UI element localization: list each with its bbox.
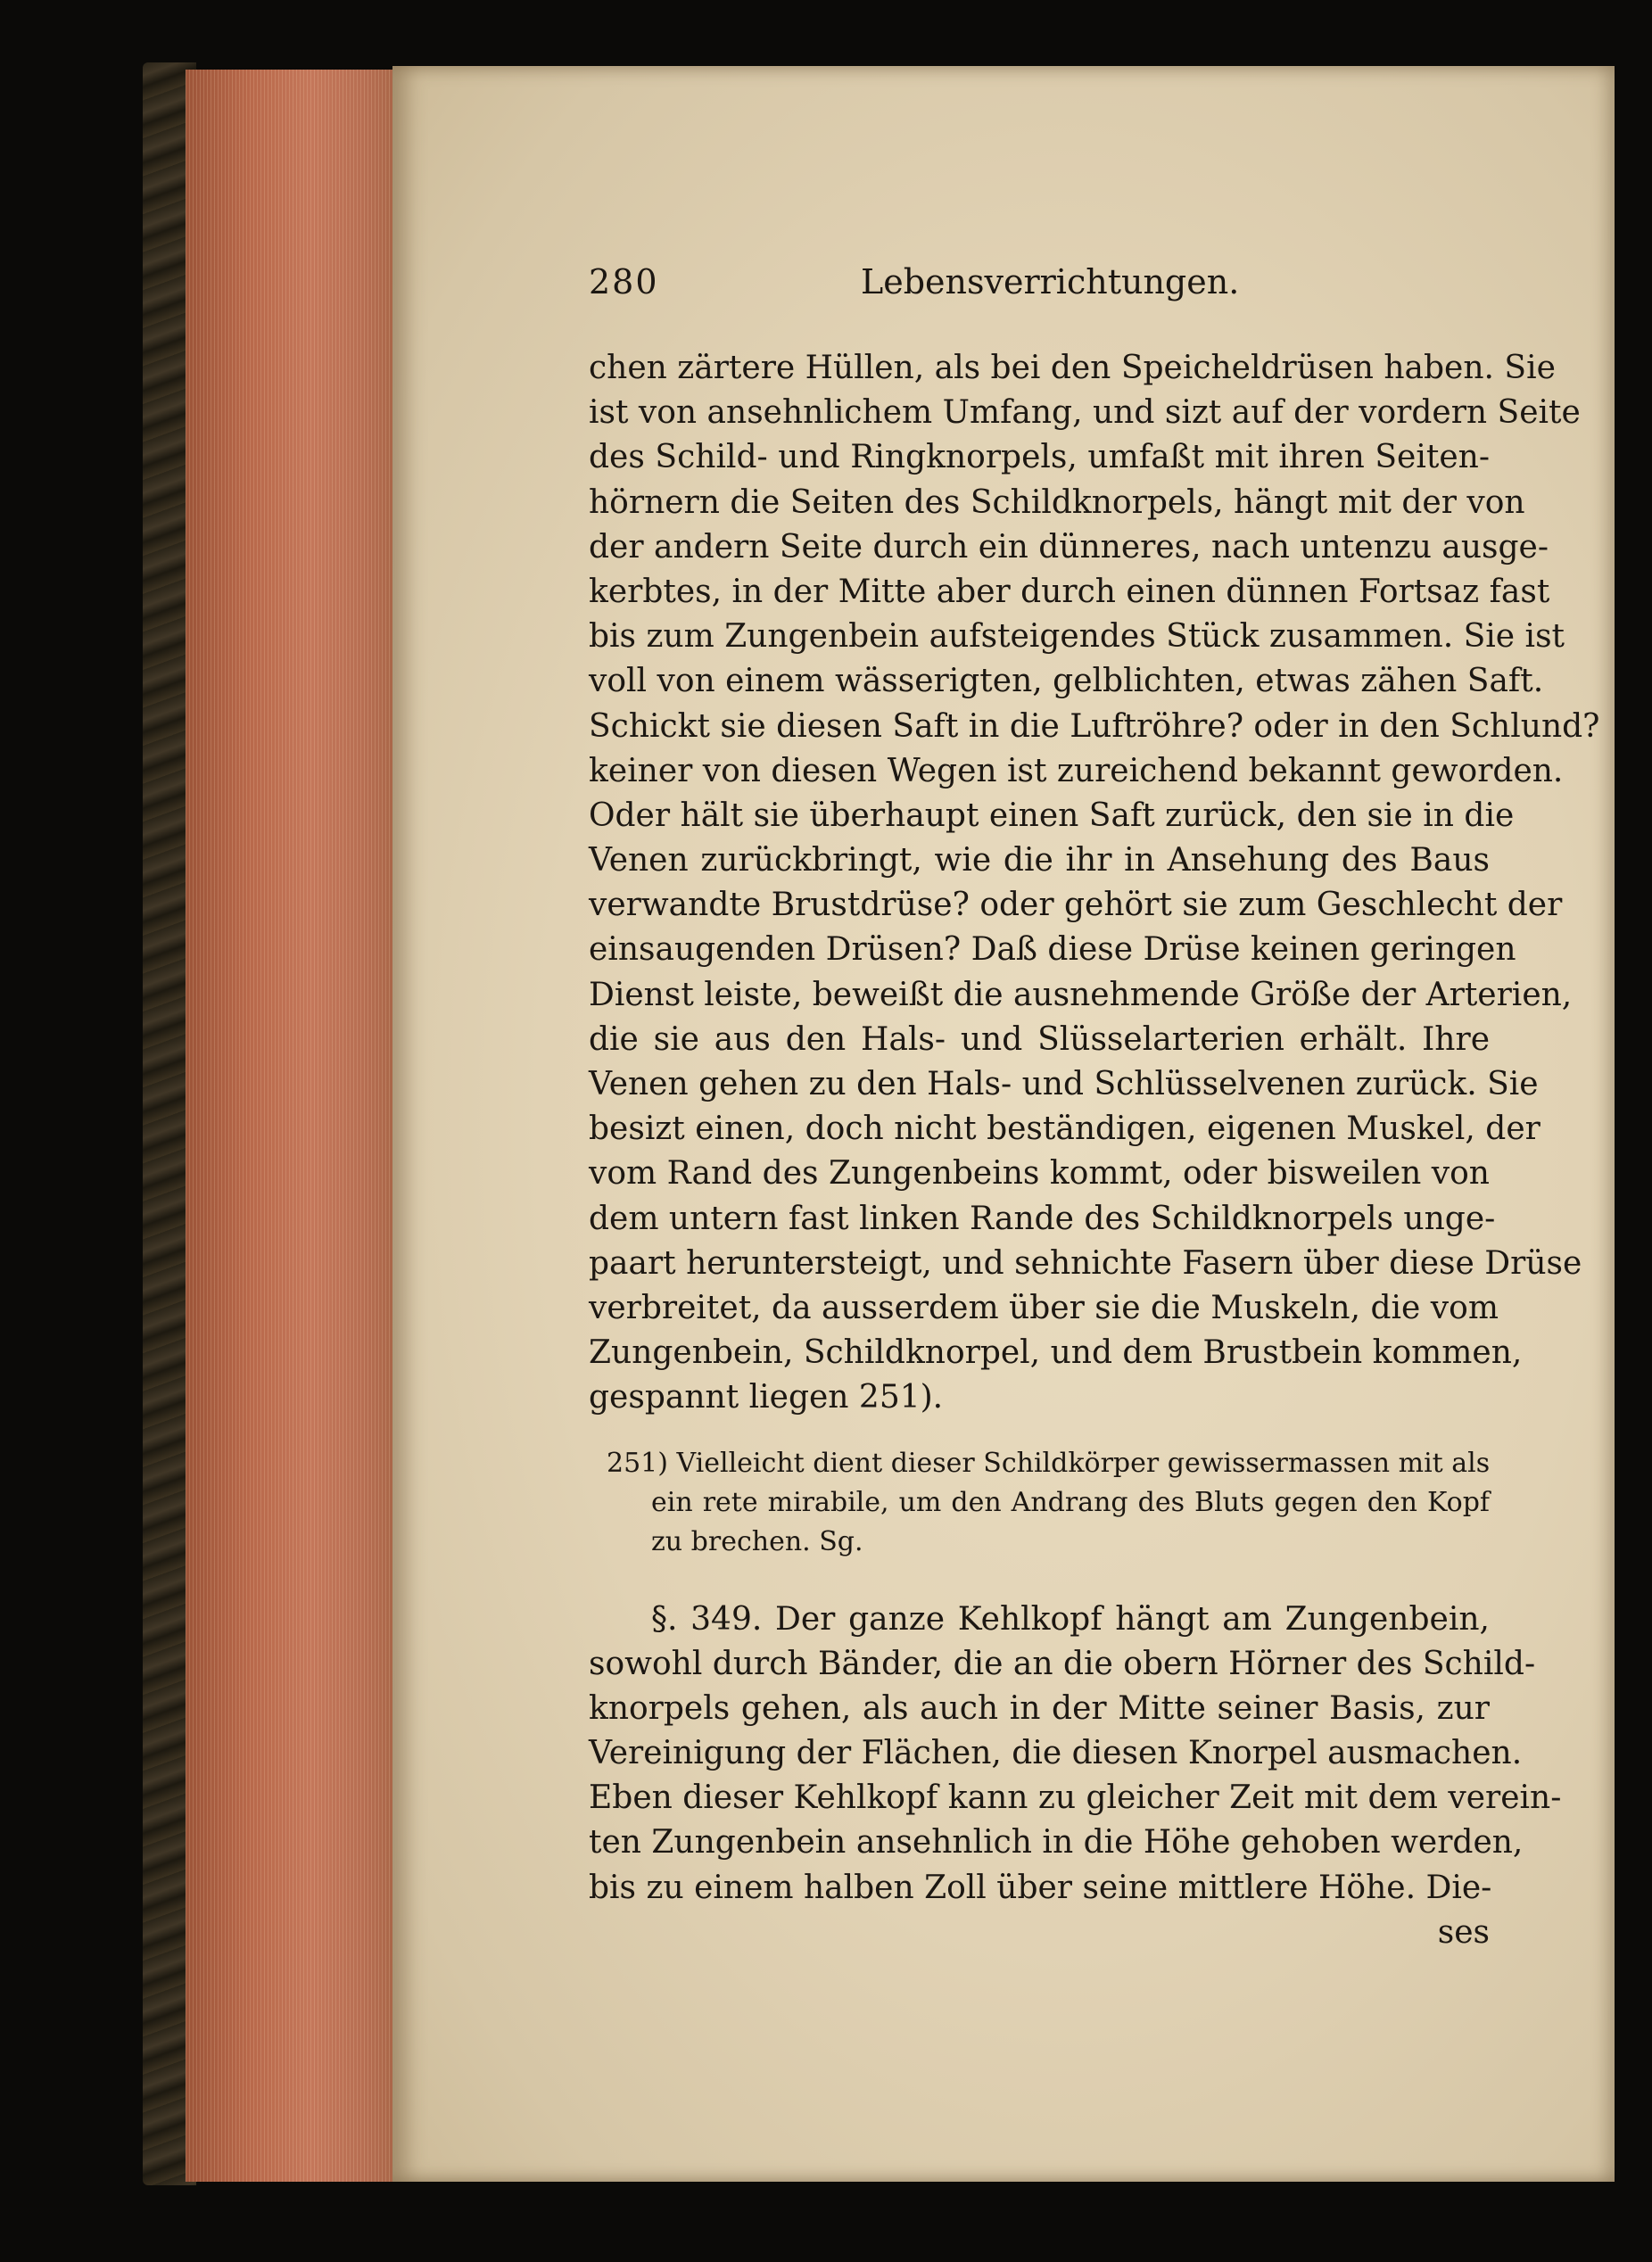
text-line: des Schild- und Ringknorpels, umfaßt mit ihren Seiten- xyxy=(589,439,1490,476)
text-line: voll von einem wässerigten, gelblichten, etwas zähen Saft. xyxy=(589,663,1544,700)
text-line: ten Zungenbein ansehnlich in die Höhe gehoben werden, xyxy=(589,1824,1524,1862)
text-line: gespannt liegen 251). xyxy=(589,1379,944,1416)
text-line: dem untern fast linken Rande des Schildknorpels unge- xyxy=(589,1200,1496,1237)
text-line: hörnern die Seiten des Schildknorpels, hängt mit der von xyxy=(589,483,1525,521)
text-line: Zungenbein, Schildknorpel, und dem Brustbein kommen, xyxy=(589,1334,1523,1372)
main-paragraph xyxy=(589,346,1600,1421)
text-line: Venen gehen zu den Hals- und Schlüsselvenen zurück. Sie xyxy=(589,1066,1539,1102)
text-line: verbreitet, da ausserdem über sie die Muskeln, die vom xyxy=(589,1289,1499,1326)
section-paragraph xyxy=(589,1597,1562,1956)
text-line: sowohl durch Bänder, die an die obern Hörner des Schild- xyxy=(589,1645,1536,1682)
page-header xyxy=(589,262,1490,316)
book-page xyxy=(392,66,1615,2182)
text-line: keiner von diesen Wegen ist zureichend bekannt geworden. xyxy=(589,752,1564,789)
text-line: verwandte Brustdrüse? oder gehört sie zum Geschlecht der xyxy=(589,887,1563,924)
text-line: Eben dieser Kehlkopf kann zu gleicher Zeit mit dem verein- xyxy=(589,1779,1562,1817)
text-line: paart heruntersteigt, und sehnichte Fasern über diese Drüse xyxy=(589,1244,1582,1282)
text-line: ist von ansehnlichem Umfang, und sizt auf der vordern Seite xyxy=(589,394,1581,432)
text-line: Schickt sie diesen Saft in die Luftröhre? oder in den Schlund? xyxy=(589,707,1600,745)
text-line: der andern Seite durch ein dünneres, nach untenzu ausge- xyxy=(589,528,1549,566)
text-line: bis zum Zungenbein aufsteigendes Stück zusammen. Sie ist xyxy=(589,618,1565,656)
text-line: knorpels gehen, als auch in der Mitte seiner Basis, zur xyxy=(589,1689,1490,1727)
text-line: besizt einen, doch nicht beständigen, eigenen Muskel, der xyxy=(589,1110,1540,1148)
page-content xyxy=(589,262,1600,2037)
text-line: einsaugenden Drüsen? Daß diese Drüse keinen geringen xyxy=(589,931,1516,969)
text-line: kerbtes, in der Mitte aber durch einen dünnen Fortsaz fast xyxy=(589,573,1550,610)
text-line: Dienst leiste, beweißt die ausnehmende Größe der Arterien, xyxy=(589,976,1573,1013)
footnote xyxy=(589,1444,1490,1562)
text-line: Oder hält sie überhaupt einen Saft zurück, den sie in die xyxy=(589,797,1515,834)
text-line: chen zärtere Hüllen, als bei den Speicheldrüsen haben. Sie xyxy=(589,350,1556,386)
running-head: Lebensverrichtungen. xyxy=(861,262,1240,301)
catchword: ses xyxy=(1437,1913,1490,1951)
text-line: bis zu einem halben Zoll über seine mittlere Höhe. Die- xyxy=(589,1869,1492,1906)
footnote-line: 251) Vielleicht dient dieser Schildkörper gewissermassen mit als xyxy=(607,1447,1491,1479)
page-edges xyxy=(186,70,395,2182)
text-line: vom Rand des Zungenbeins kommt, oder bisweilen von xyxy=(589,1155,1490,1193)
page-number: 280 xyxy=(589,262,659,301)
text-line: Venen zurückbringt, wie die ihr in Ansehung des Baus xyxy=(589,842,1490,879)
text-line: die sie aus den Hals- und Slüsselarterien erhält. Ihre xyxy=(589,1020,1490,1058)
footnote-line: ein rete mirabile, um den Andrang des Bluts gegen den Kopf xyxy=(651,1486,1490,1518)
section-heading-line: §. 349. Der ganze Kehlkopf hängt am Zungenbein, xyxy=(651,1600,1490,1638)
text-line: Vereinigung der Flächen, die diesen Knorpel ausmachen. xyxy=(589,1735,1523,1772)
footnote-line: zu brechen. Sg. xyxy=(651,1525,863,1557)
